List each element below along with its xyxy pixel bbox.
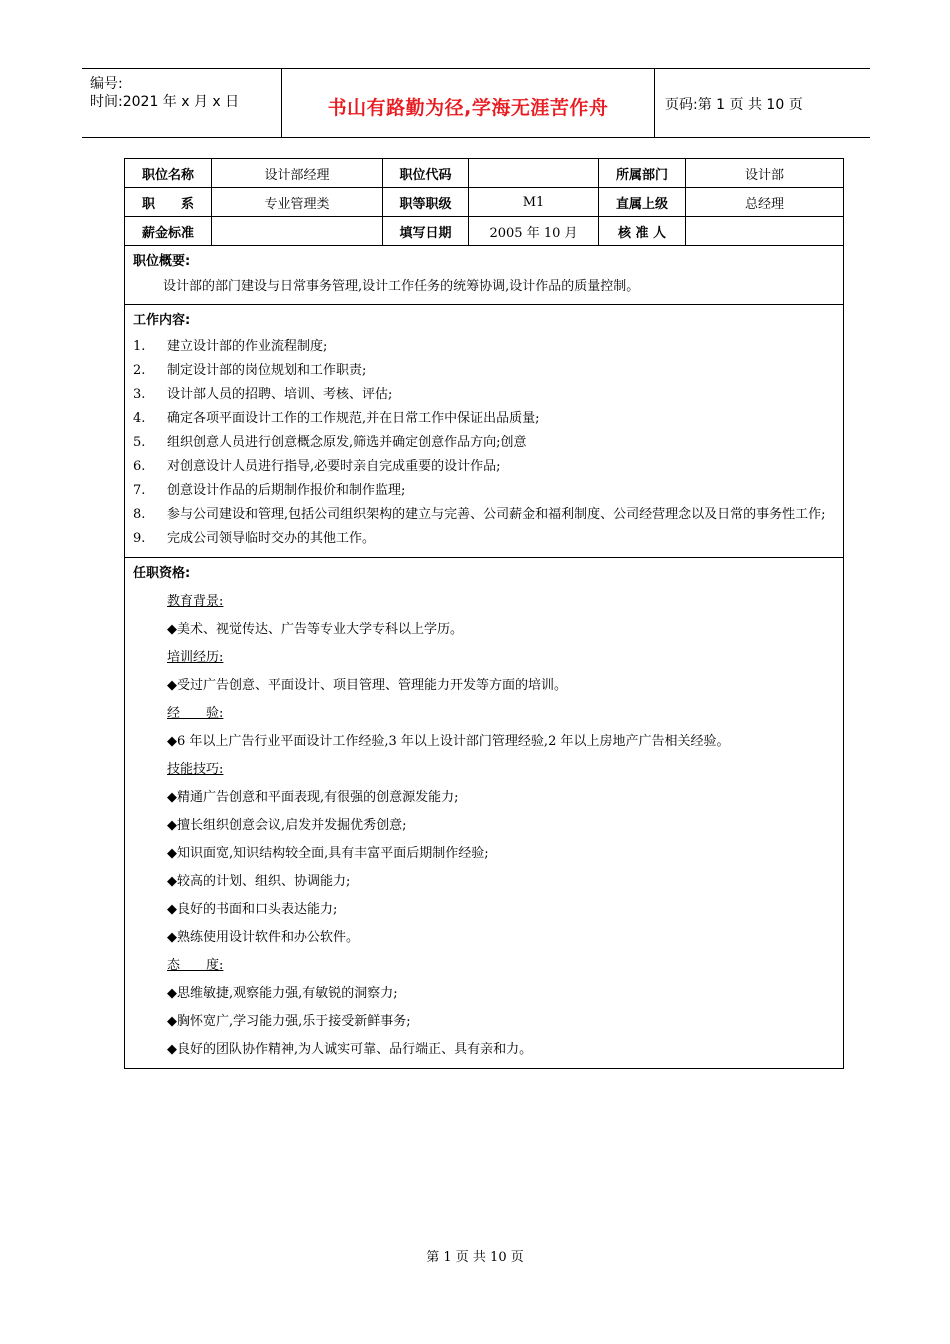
summary-text: 设计部的部门建设与日常事务管理,设计工作任务的统筹协调,设计作品的质量控制。 xyxy=(163,279,640,294)
experience-item: ◆6 年以上广告行业平面设计工作经验,3 年以上设计部门管理经验,2 年以上房地产广告相关经验。 xyxy=(167,734,730,749)
skill-item: ◆较高的计划、组织、协调能力; xyxy=(167,874,351,889)
duties-title: 工作内容: xyxy=(133,313,191,328)
duty-text: 制定设计部的岗位规划和工作职责; xyxy=(167,363,367,378)
duties-section xyxy=(125,305,844,558)
page-footer: 第 1 页 共 10 页 xyxy=(426,1250,524,1265)
summary-title: 职位概要: xyxy=(133,254,191,269)
table-row xyxy=(125,246,844,305)
qualifications-section xyxy=(125,558,844,1069)
supervisor-label: 直属上级 xyxy=(599,188,686,217)
skill-item: ◆良好的书面和口头表达能力; xyxy=(167,902,338,917)
table-row xyxy=(125,159,844,188)
duty-number: 7. xyxy=(133,483,146,498)
salary-label: 薪金标准 xyxy=(125,217,212,246)
duty-number: 1. xyxy=(133,339,146,354)
duty-text: 确定各项平面设计工作的工作规范,并在日常工作中保证出品质量; xyxy=(167,411,540,426)
attitude-label: 态 度: xyxy=(167,958,224,973)
fill-date-label: 填写日期 xyxy=(383,217,469,246)
duty-text: 创意设计作品的后期制作报价和制作监理; xyxy=(167,483,406,498)
experience-label: 经 验: xyxy=(167,706,224,721)
duty-number: 3. xyxy=(133,387,146,402)
skill-item: ◆精通广告创意和平面表现,有很强的创意源发能力; xyxy=(167,790,459,805)
salary-value xyxy=(212,217,383,246)
table-row xyxy=(125,558,844,1069)
duty-item xyxy=(133,359,833,383)
duty-item xyxy=(133,479,833,503)
duty-number: 6. xyxy=(133,459,146,474)
summary-section xyxy=(125,246,844,305)
skills-label: 技能技巧: xyxy=(167,762,224,777)
duty-text: 完成公司领导临时交办的其他工作。 xyxy=(167,531,376,546)
table-row xyxy=(125,217,844,246)
job-family-label: 职 系 xyxy=(125,188,212,217)
skill-item: ◆擅长组织创意会议,启发并发掘优秀创意; xyxy=(167,818,407,833)
duty-item xyxy=(133,431,833,455)
department-value: 设计部 xyxy=(686,159,844,188)
duty-text: 建立设计部的作业流程制度; xyxy=(167,339,328,354)
duty-item xyxy=(133,335,833,359)
education-label: 教育背景: xyxy=(167,594,224,609)
qualifications-body xyxy=(133,592,833,1068)
grade-value: M1 xyxy=(469,188,599,217)
qualifications-title: 任职资格: xyxy=(133,566,191,581)
table-row xyxy=(125,305,844,558)
duty-text: 参与公司建设和管理,包括公司组织架构的建立与完善、公司薪金和福利制度、公司经营理念以及日常的事务性工作; xyxy=(167,507,826,522)
position-name-label: 职位名称 xyxy=(125,159,212,188)
attitude-item: ◆胸怀宽广,学习能力强,乐于接受新鲜事务; xyxy=(167,1014,411,1029)
document-header xyxy=(82,68,870,138)
header-meta-cell xyxy=(82,69,282,137)
duty-item xyxy=(133,527,833,551)
header-page-info: 页码:第 1 页 共 10 页 xyxy=(665,97,803,113)
approver-label: 核 准 人 xyxy=(599,217,686,246)
duty-item xyxy=(133,407,833,431)
header-motto-cell xyxy=(282,69,655,137)
duty-text: 对创意设计人员进行指导,必要时亲自完成重要的设计作品; xyxy=(167,459,501,474)
department-label: 所属部门 xyxy=(599,159,686,188)
skill-item: ◆知识面宽,知识结构较全面,具有丰富平面后期制作经验; xyxy=(167,846,489,861)
table-row xyxy=(125,188,844,217)
date-label: 时间:2021 年 x 月 x 日 xyxy=(90,94,240,110)
position-code-label: 职位代码 xyxy=(383,159,469,188)
duty-number: 9. xyxy=(133,531,146,546)
duty-text: 组织创意人员进行创意概念原发,筛选并确定创意作品方向;创意 xyxy=(167,435,527,450)
duty-item xyxy=(133,383,833,407)
position-name-value: 设计部经理 xyxy=(212,159,383,188)
serial-number-label: 编号: xyxy=(90,76,123,92)
duties-list xyxy=(133,335,833,551)
duty-item xyxy=(133,455,833,479)
grade-label: 职等职级 xyxy=(383,188,469,217)
training-item: ◆受过广告创意、平面设计、项目管理、管理能力开发等方面的培训。 xyxy=(167,678,567,693)
position-code-value xyxy=(469,159,599,188)
job-description-table xyxy=(124,158,844,1069)
duty-number: 4. xyxy=(133,411,146,426)
training-label: 培训经历: xyxy=(167,650,224,665)
duty-number: 5. xyxy=(133,435,146,450)
duty-text: 设计部人员的招聘、培训、考核、评估; xyxy=(167,387,393,402)
duty-number: 8. xyxy=(133,507,146,522)
fill-date-value: 2005 年 10 月 xyxy=(469,217,599,246)
approver-value xyxy=(686,217,844,246)
education-item: ◆美术、视觉传达、广告等专业大学专科以上学历。 xyxy=(167,622,463,637)
supervisor-value: 总经理 xyxy=(686,188,844,217)
skill-item: ◆熟练使用设计软件和办公软件。 xyxy=(167,930,359,945)
header-motto: 书山有路勤为径,学海无涯苦作舟 xyxy=(327,97,609,119)
job-family-value: 专业管理类 xyxy=(212,188,383,217)
header-page-cell xyxy=(655,69,870,137)
duty-item xyxy=(133,503,833,527)
attitude-item: ◆思维敏捷,观察能力强,有敏锐的洞察力; xyxy=(167,986,398,1001)
duty-number: 2. xyxy=(133,363,146,378)
attitude-item: ◆良好的团队协作精神,为人诚实可靠、品行端正、具有亲和力。 xyxy=(167,1042,533,1057)
